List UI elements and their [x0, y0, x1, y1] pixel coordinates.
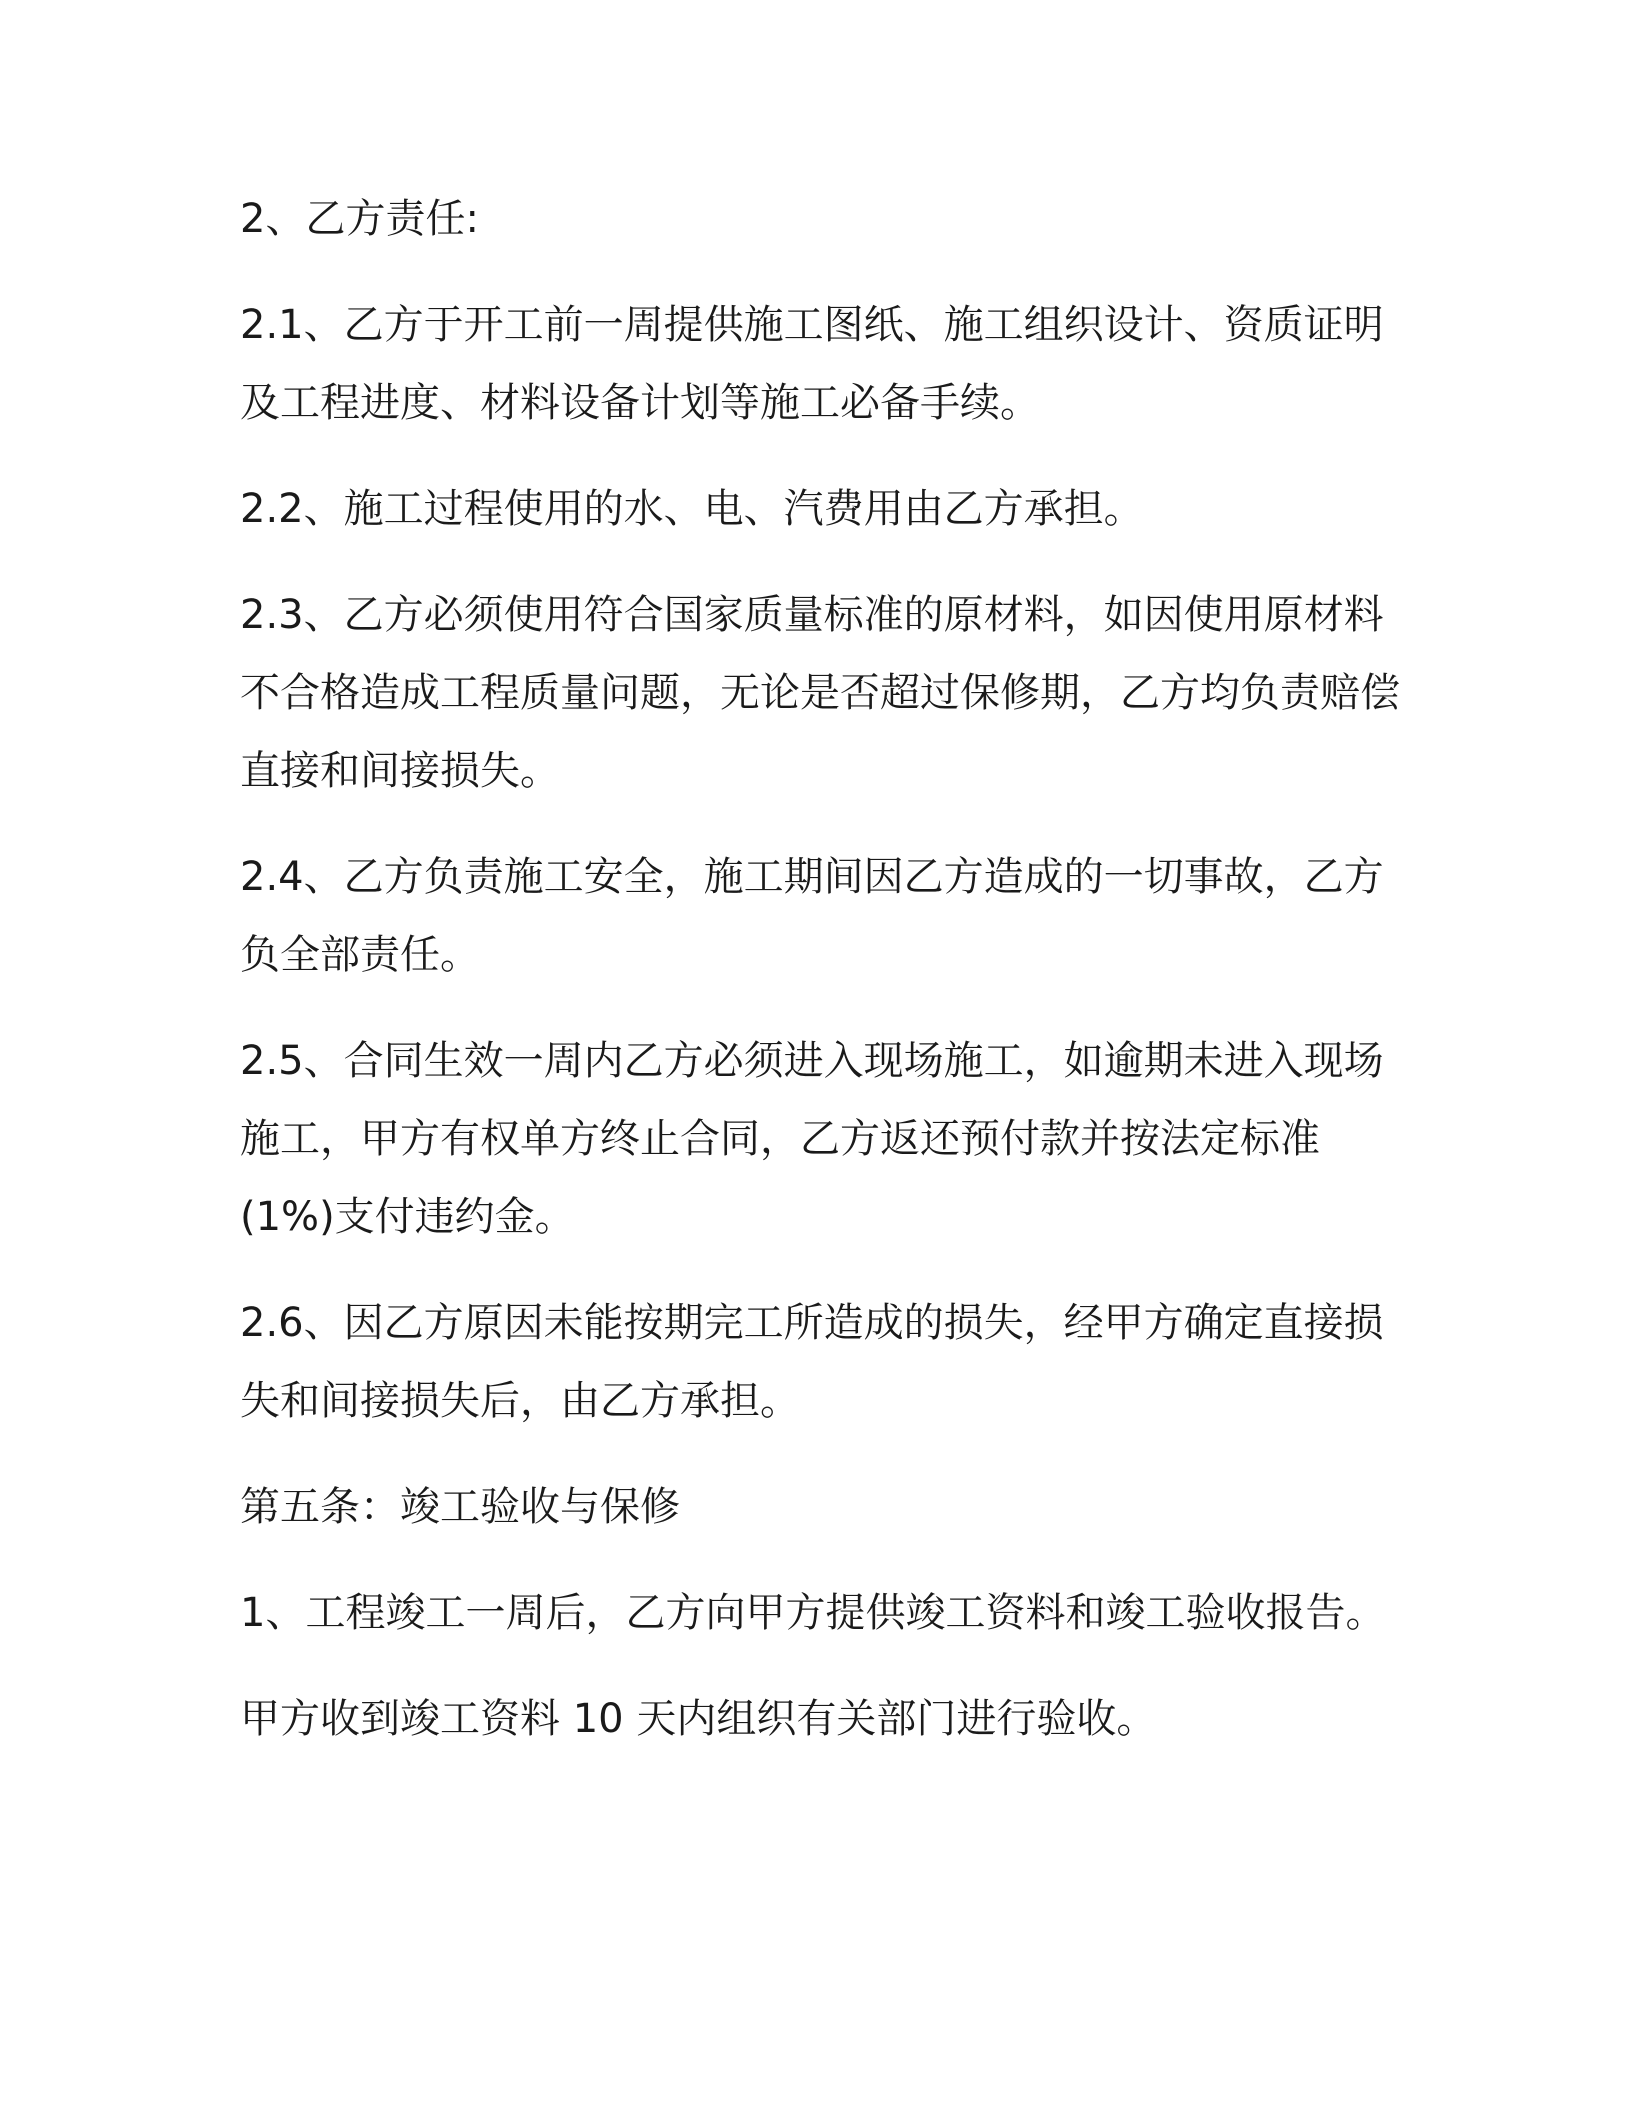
clause-2-5: 2.5、合同生效一周内乙方必须进入现场施工，如逾期未进入现场施工，甲方有权单方终止合同，乙方返还预付款并按法定标准(1%)支付违约金。	[240, 1038, 1384, 1240]
clause-2-1: 2.1、乙方于开工前一周提供施工图纸、施工组织设计、资质证明及工程进度、材料设备计划等施工必备手续。	[240, 302, 1384, 426]
article-five-heading: 第五条：竣工验收与保修	[240, 1484, 680, 1530]
clause-2-3: 2.3、乙方必须使用符合国家质量标准的原材料，如因使用原材料不合格造成工程质量问题，无论是否超过保修期，乙方均负责赔偿直接和间接损失。	[240, 592, 1400, 794]
article-five-acceptance-note: 甲方收到竣工资料 10 天内组织有关部门进行验收。	[240, 1696, 1157, 1742]
clause-2-6: 2.6、因乙方原因未能按期完工所造成的损失，经甲方确定直接损失和间接损失后，由乙方承担。	[240, 1300, 1384, 1424]
clause-2-4: 2.4、乙方负责施工安全，施工期间因乙方造成的一切事故，乙方负全部责任。	[240, 854, 1384, 978]
section-heading-party-b-responsibility: 2、乙方责任:	[240, 196, 479, 242]
clause-2-2: 2.2、施工过程使用的水、电、汽费用由乙方承担。	[240, 486, 1144, 532]
document-body	[240, 180, 1400, 1758]
article-five-clause-1: 1、工程竣工一周后，乙方向甲方提供竣工资料和竣工验收报告。	[240, 1590, 1386, 1636]
